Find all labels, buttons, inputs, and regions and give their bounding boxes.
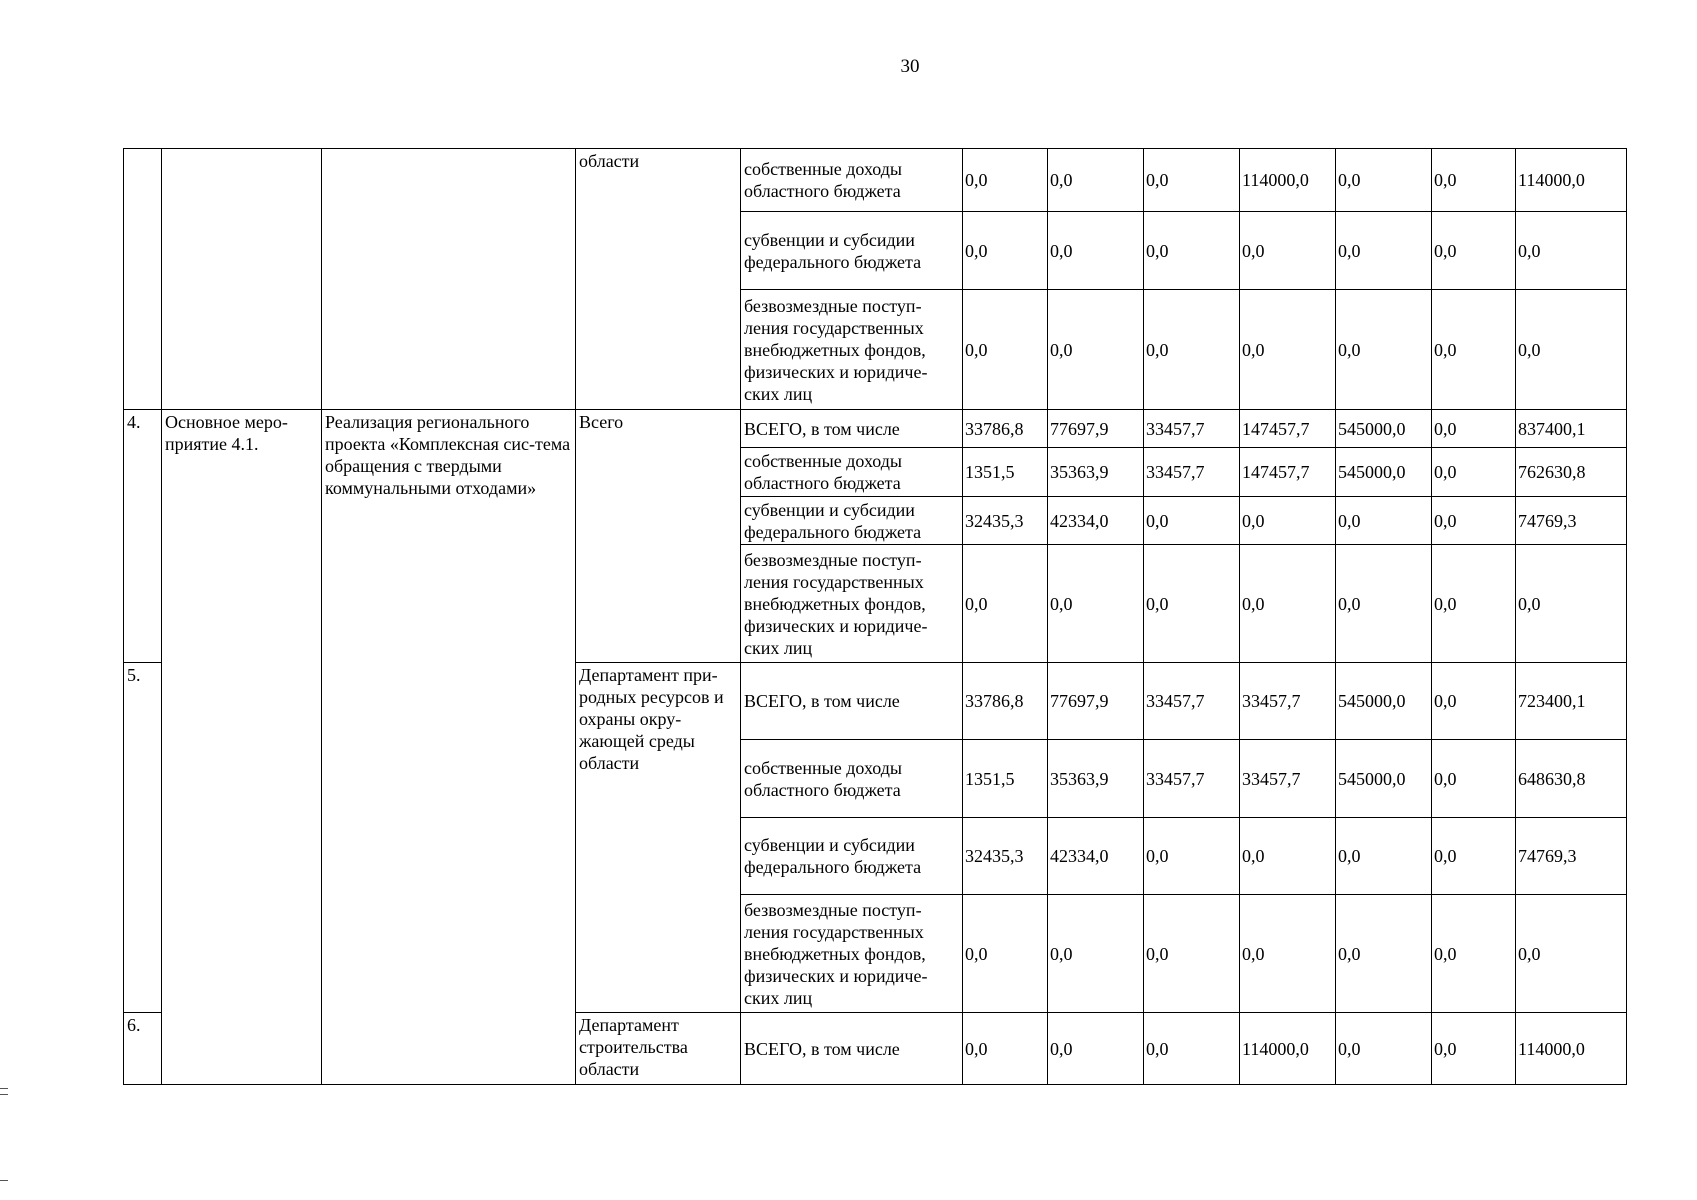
value-cell: 0,0 [963,1013,1048,1085]
funding-source-cell: безвозмездные поступ-ления государственных внебюджетных фондов, физических и юридиче-ских лиц [741,545,963,663]
value-cell: 0,0 [1432,895,1516,1013]
table-row [124,410,1627,448]
value-cell: 0,0 [1432,545,1516,663]
value-cell: 0,0 [1516,290,1627,410]
value-cell: 74769,3 [1516,497,1627,545]
value-cell: 0,0 [1144,818,1240,895]
value-cell: 0,0 [1144,497,1240,545]
value-cell: 0,0 [1048,1013,1144,1085]
value-cell: 0,0 [1432,290,1516,410]
value-cell: 0,0 [1144,149,1240,212]
value-cell: 0,0 [1144,895,1240,1013]
value-cell: 0,0 [1336,818,1432,895]
project-cell [322,149,576,410]
value-cell: 762630,8 [1516,448,1627,497]
value-cell: 33457,7 [1240,740,1336,818]
value-cell: 114000,0 [1240,149,1336,212]
value-cell: 0,0 [1432,212,1516,290]
funding-source-cell: собственные доходы областного бюджета [741,448,963,497]
value-cell: 0,0 [1516,545,1627,663]
funding-source-cell: ВСЕГО, в том числе [741,663,963,740]
executor-cell: области [576,149,741,410]
value-cell: 0,0 [1240,290,1336,410]
value-cell: 0,0 [1048,149,1144,212]
value-cell: 0,0 [1240,895,1336,1013]
value-cell: 545000,0 [1336,410,1432,448]
value-cell: 545000,0 [1336,740,1432,818]
value-cell: 147457,7 [1240,448,1336,497]
value-cell: 0,0 [1144,1013,1240,1085]
value-cell: 0,0 [1240,545,1336,663]
value-cell: 0,0 [1336,1013,1432,1085]
value-cell: 0,0 [1516,895,1627,1013]
funding-source-cell: ВСЕГО, в том числе [741,1013,963,1085]
funding-source-cell: субвенции и субсидии федерального бюджета [741,818,963,895]
value-cell: 0,0 [1048,212,1144,290]
executor-cell: Департамент при-родных ресурсов и охраны окру-жающей среды области [576,663,741,1013]
value-cell: 0,0 [1048,290,1144,410]
value-cell: 0,0 [963,895,1048,1013]
row-number-cell: 6. [124,1013,162,1085]
value-cell: 723400,1 [1516,663,1627,740]
value-cell: 0,0 [1432,497,1516,545]
value-cell: 42334,0 [1048,497,1144,545]
funding-source-cell: субвенции и субсидии федерального бюджета [741,497,963,545]
value-cell: 33786,8 [963,410,1048,448]
value-cell: 42334,0 [1048,818,1144,895]
value-cell: 0,0 [1336,212,1432,290]
value-cell: 33457,7 [1144,663,1240,740]
value-cell: 0,0 [1144,545,1240,663]
activity-cell: Основное меро-приятие 4.1. [162,410,322,1085]
value-cell: 0,0 [1240,497,1336,545]
executor-cell: Всего [576,410,741,663]
value-cell: 0,0 [963,212,1048,290]
value-cell: 0,0 [1240,818,1336,895]
value-cell: 147457,7 [1240,410,1336,448]
value-cell: 35363,9 [1048,740,1144,818]
value-cell: 32435,3 [963,497,1048,545]
value-cell: 0,0 [963,545,1048,663]
page-number: 30 [900,56,920,77]
value-cell: 0,0 [963,149,1048,212]
value-cell: 0,0 [1144,290,1240,410]
value-cell: 0,0 [1048,895,1144,1013]
project-cell: Реализация регионального проекта «Комплексная сис-тема обращения с твердыми коммунальными отходами» [322,410,576,1085]
value-cell: 545000,0 [1336,448,1432,497]
funding-source-cell: собственные доходы областного бюджета [741,740,963,818]
value-cell: 77697,9 [1048,410,1144,448]
value-cell: 33786,8 [963,663,1048,740]
value-cell: 0,0 [1336,895,1432,1013]
value-cell: 837400,1 [1516,410,1627,448]
value-cell: 0,0 [1432,149,1516,212]
funding-source-cell: ВСЕГО, в том числе [741,410,963,448]
value-cell: 33457,7 [1240,663,1336,740]
value-cell: 0,0 [1336,497,1432,545]
value-cell: 77697,9 [1048,663,1144,740]
value-cell: 114000,0 [1240,1013,1336,1085]
value-cell: 0,0 [1432,740,1516,818]
value-cell: 35363,9 [1048,448,1144,497]
row-number-cell: 5. [124,663,162,1013]
value-cell: 1351,5 [963,740,1048,818]
value-cell: 0,0 [1516,212,1627,290]
value-cell: 545000,0 [1336,663,1432,740]
value-cell: 74769,3 [1516,818,1627,895]
value-cell: 0,0 [1048,545,1144,663]
funding-source-cell: безвозмездные поступ-ления государственных внебюджетных фондов, физических и юридиче-ских лиц [741,290,963,410]
value-cell: 1351,5 [963,448,1048,497]
value-cell: 114000,0 [1516,1013,1627,1085]
executor-cell: Департамент строительства области [576,1013,741,1085]
budget-table [123,148,1627,1085]
value-cell: 33457,7 [1144,740,1240,818]
value-cell: 0,0 [1336,290,1432,410]
table-row [124,149,1627,212]
funding-source-cell: собственные доходы областного бюджета [741,149,963,212]
value-cell: 0,0 [1432,410,1516,448]
value-cell: 0,0 [1432,1013,1516,1085]
value-cell: 0,0 [1432,818,1516,895]
value-cell: 648630,8 [1516,740,1627,818]
value-cell: 32435,3 [963,818,1048,895]
funding-source-cell: безвозмездные поступ-ления государственных внебюджетных фондов, физических и юридиче-ских лиц [741,895,963,1013]
value-cell: 114000,0 [1516,149,1627,212]
row-number-cell [124,149,162,410]
value-cell: 0,0 [1432,448,1516,497]
value-cell: 0,0 [1144,212,1240,290]
value-cell: 33457,7 [1144,448,1240,497]
value-cell: 0,0 [1432,663,1516,740]
row-number-cell: 4. [124,410,162,663]
funding-source-cell: субвенции и субсидии федерального бюджета [741,212,963,290]
value-cell: 33457,7 [1144,410,1240,448]
value-cell: 0,0 [963,290,1048,410]
value-cell: 0,0 [1336,545,1432,663]
value-cell: 0,0 [1336,149,1432,212]
value-cell: 0,0 [1240,212,1336,290]
activity-cell [162,149,322,410]
